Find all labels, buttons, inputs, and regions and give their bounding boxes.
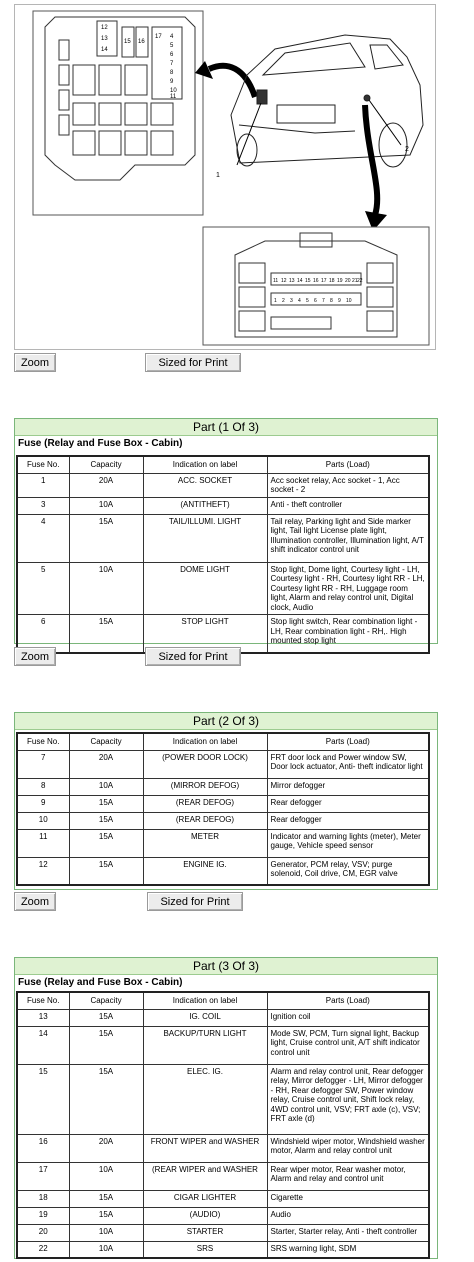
box-b-label: 5 xyxy=(306,298,309,304)
col-header: Capacity xyxy=(69,733,143,750)
part-1-subtitle: Fuse (Relay and Fuse Box - Cabin) xyxy=(18,438,183,449)
col-header: Fuse No. xyxy=(17,733,69,750)
col-header: Indication on label xyxy=(143,992,267,1009)
fuse-table-part-2 xyxy=(16,732,430,886)
box-b-label: 20 xyxy=(345,278,351,284)
vehicle-outline xyxy=(231,35,423,167)
box-b-label: 2 xyxy=(282,298,285,304)
box-a-label: 16 xyxy=(138,39,145,45)
table-row: 1 20A ACC. SOCKET Acc socket relay, Acc socket - 1, Acc socket - 2 xyxy=(17,473,429,497)
box-b-label: 15 xyxy=(305,278,311,284)
box-a-label: 14 xyxy=(101,47,108,53)
zoom-button[interactable]: Zoom xyxy=(14,647,56,666)
table-row: 12 15A ENGINE IG. Generator, PCM relay, VSV; purge solenoid, Coil drive, CM, EGR valve xyxy=(17,857,429,885)
box-a-label: 12 xyxy=(101,25,108,31)
zoom-button[interactable]: Zoom xyxy=(14,353,56,372)
table-row: 19 15A (AUDIO) Audio xyxy=(17,1207,429,1224)
box-b-label: 4 xyxy=(298,298,301,304)
table-row: 6 15A STOP LIGHT Stop light switch, Rear combination light - LH, Rear combination light - RH,. High mounted stop light xyxy=(17,615,429,653)
callout-2: 2 xyxy=(405,146,409,153)
box-a-label: 8 xyxy=(170,70,174,76)
table-row: 4 15A TAIL/ILLUMI. LIGHT Tail relay, Parking light and Side marker light, Tail light License plate light, Illumination controller, Illumination light, A/T shift indicator control unit xyxy=(17,514,429,562)
table-row: 14 15A BACKUP/TURN LIGHT Mode SW, PCM, Turn signal light, Backup light, Cruise control unit, A/T shift indicator control unit xyxy=(17,1026,429,1064)
table-row: 5 10A DOME LIGHT Stop light, Dome light, Courtesy light - LH, Courtesy light - RH, Courtesy light RR - LH, Courtesy light RR - RH, Luggage room light, Alarm and relay control unit, Digital clock, Audio xyxy=(17,562,429,615)
box-b-label: 13 xyxy=(289,278,295,284)
table-row: 3 10A (ANTITHEFT) Anti - theft controller xyxy=(17,497,429,514)
box-a-label: 6 xyxy=(170,52,174,58)
box-a-label: 10 xyxy=(170,88,177,94)
sized-for-print-button[interactable]: Sized for Print xyxy=(145,353,241,372)
table-row: 16 20A FRONT WIPER and WASHER Windshield wiper motor, Windshield washer motor, Alarm and relay control unit xyxy=(17,1134,429,1162)
fuse-box-diagram xyxy=(14,4,436,350)
box-b-label: 1 xyxy=(274,298,277,304)
table-row: 8 10A (MIRROR DEFOG) Mirror defogger xyxy=(17,778,429,795)
col-header: Fuse No. xyxy=(17,456,69,473)
part-3-subtitle: Fuse (Relay and Fuse Box - Cabin) xyxy=(18,977,183,988)
box-a-label: 4 xyxy=(170,34,174,40)
box-b-label: 14 xyxy=(297,278,303,284)
box-b-label: 8 xyxy=(330,298,333,304)
col-header: Parts (Load) xyxy=(267,456,429,473)
box-a-label: 11 xyxy=(170,94,177,100)
col-header: Parts (Load) xyxy=(267,992,429,1009)
box-a-label: 5 xyxy=(170,43,174,49)
sized-for-print-button[interactable]: Sized for Print xyxy=(147,892,243,911)
col-header: Fuse No. xyxy=(17,992,69,1009)
col-header: Indication on label xyxy=(143,733,267,750)
table-row: 17 10A (REAR WIPER and WASHER Rear wiper motor, Rear washer motor, Alarm and relay and control unit xyxy=(17,1162,429,1190)
box-b-label: 17 xyxy=(321,278,327,284)
box-a-label: 7 xyxy=(170,61,174,67)
box-b-label: 6 xyxy=(314,298,317,304)
box-b-label: 10 xyxy=(346,298,352,304)
zoom-button[interactable]: Zoom xyxy=(14,892,56,911)
table-row: 22 10A SRS SRS warning light, SDM xyxy=(17,1241,429,1258)
col-header: Indication on label xyxy=(143,456,267,473)
box-a-label: 15 xyxy=(124,39,131,45)
table-row: 9 15A (REAR DEFOG) Rear defogger xyxy=(17,795,429,812)
col-header: Parts (Load) xyxy=(267,733,429,750)
box-b-label: 22 xyxy=(357,278,363,284)
col-header: Capacity xyxy=(69,992,143,1009)
box-b-label: 18 xyxy=(329,278,335,284)
part-3-title: Part (3 Of 3) xyxy=(15,958,437,975)
box-b-label: 19 xyxy=(337,278,343,284)
part-1-title: Part (1 Of 3) xyxy=(15,419,437,436)
box-b-label: 12 xyxy=(281,278,287,284)
fuse-table-part-3 xyxy=(16,991,430,1259)
col-header: Capacity xyxy=(69,456,143,473)
fuse-box-illustration xyxy=(15,5,435,349)
box-b-label: 11 xyxy=(273,278,279,284)
table-row: 15 15A ELEC. IG. Alarm and relay control unit, Rear defogger relay, Mirror defogger - LH, Mirror defogger - RH, Rear defogger SW, Power window relay, Cruise control unit, Shift lock relay, 4WD control unit, VSV; FRT axle (c), VSV; FRT axle (d) xyxy=(17,1064,429,1134)
box-b-label: 16 xyxy=(313,278,319,284)
table-row: 20 10A STARTER Starter, Starter relay, Anti - theft controller xyxy=(17,1224,429,1241)
part-2-title: Part (2 Of 3) xyxy=(15,713,437,730)
box-b-label: 21 xyxy=(352,278,358,284)
box-b-label: 7 xyxy=(322,298,325,304)
box-a-label: 13 xyxy=(101,36,108,42)
box-a-label: 9 xyxy=(170,79,174,85)
box-a-label: 17 xyxy=(155,34,162,40)
table-row: 13 15A IG. COIL Ignition coil xyxy=(17,1009,429,1026)
table-row: 7 20A (POWER DOOR LOCK) FRT door lock and Power window SW, Door lock actuator, Anti- theft indicator light xyxy=(17,750,429,778)
box-b-label: 9 xyxy=(338,298,341,304)
box-b-label: 3 xyxy=(290,298,293,304)
sized-for-print-button[interactable]: Sized for Print xyxy=(145,647,241,666)
table-row: 18 15A CIGAR LIGHTER Cigarette xyxy=(17,1190,429,1207)
table-row: 11 15A METER Indicator and warning lights (meter), Meter gauge, Vehicle speed sensor xyxy=(17,829,429,857)
callout-1: 1 xyxy=(216,172,220,179)
fuse-table-part-1 xyxy=(16,455,430,654)
table-row: 10 15A (REAR DEFOG) Rear defogger xyxy=(17,812,429,829)
